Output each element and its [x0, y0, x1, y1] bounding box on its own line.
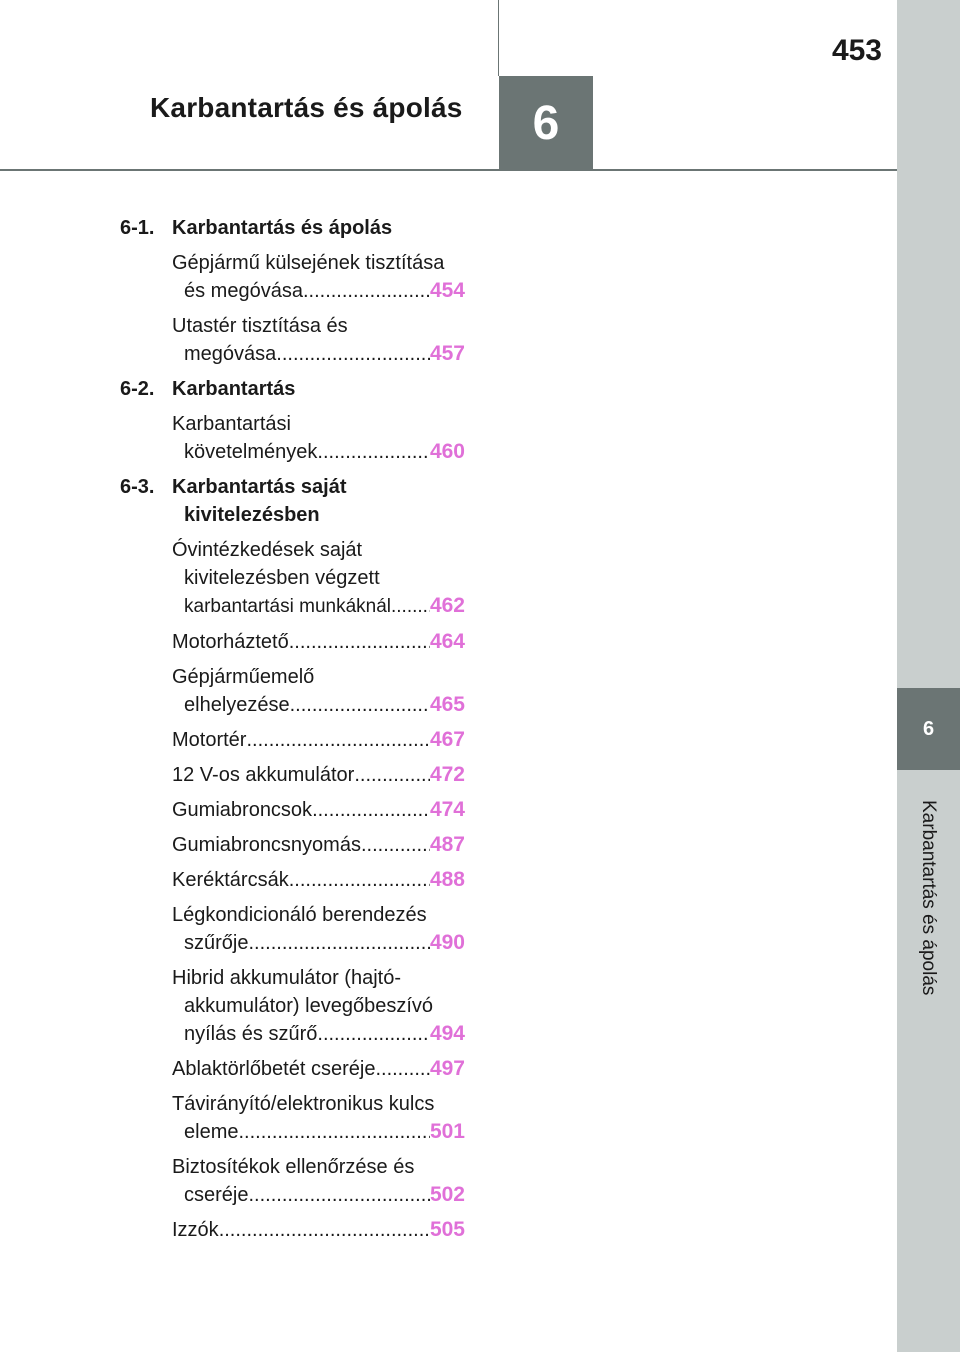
- toc-entry[interactable]: [172, 761, 465, 789]
- page-link[interactable]: 501: [429, 1120, 465, 1143]
- side-chapter-label: Karbantartás és ápolás: [918, 799, 939, 996]
- entry-text: Motortér: [172, 729, 247, 751]
- page-link[interactable]: 487: [429, 833, 465, 856]
- section-number: 6-3.: [120, 476, 155, 498]
- toc-entry[interactable]: [172, 796, 465, 824]
- dot-leader: [276, 340, 430, 368]
- dot-leader: [289, 628, 430, 656]
- dot-leader: [375, 1055, 430, 1083]
- entry-text-line: akkumulátor) levegőbeszívó: [184, 995, 434, 1017]
- page-link[interactable]: 497: [429, 1057, 465, 1080]
- page-link[interactable]: 457: [429, 342, 465, 365]
- entry-text-line: Légkondicionáló berendezés: [172, 904, 427, 926]
- section-title: Karbantartás és ápolás: [172, 217, 393, 239]
- page-link[interactable]: 462: [429, 594, 465, 617]
- dot-leader: [391, 593, 430, 621]
- header-divider-vertical: [498, 0, 499, 76]
- page-link[interactable]: 474: [429, 798, 465, 821]
- toc-entry[interactable]: [172, 726, 465, 754]
- toc-entry[interactable]: [172, 1216, 465, 1244]
- section-number: 6-2.: [120, 378, 155, 400]
- page-link[interactable]: 472: [429, 763, 465, 786]
- dot-leader: [312, 796, 430, 824]
- entry-text: nyílás és szűrő: [184, 1023, 318, 1045]
- entry-text: eleme: [184, 1121, 239, 1143]
- toc-entry[interactable]: [172, 1055, 465, 1083]
- entry-text-line: Távirányító/elektronikus kulcs: [172, 1093, 435, 1115]
- toc-entry[interactable]: [172, 901, 465, 957]
- entry-text: megóvása: [184, 343, 277, 365]
- section-title: Karbantartás saját kivitelezésben: [172, 476, 347, 526]
- entry-text: Izzók: [172, 1219, 219, 1241]
- entry-text: és megóvása: [184, 280, 303, 302]
- entry-text: cseréje: [184, 1184, 249, 1206]
- toc-entry[interactable]: [172, 312, 465, 368]
- section-title: Karbantartás: [172, 378, 296, 400]
- dot-leader: [238, 1118, 429, 1146]
- toc-entry[interactable]: [172, 663, 465, 719]
- toc-entry[interactable]: [172, 536, 465, 621]
- entry-text-line: Gépjármű külsejének tisztítása: [172, 252, 445, 274]
- page-link[interactable]: 467: [429, 728, 465, 751]
- entry-text-line: kivitelezésben végzett: [184, 567, 380, 589]
- dot-leader: [354, 761, 430, 789]
- toc-entry[interactable]: [172, 866, 465, 894]
- toc-entry[interactable]: [172, 831, 465, 859]
- chapter-title: Karbantartás és ápolás: [150, 92, 463, 123]
- entry-text-line: Óvintézkedések saját: [172, 539, 363, 561]
- dot-leader: [290, 691, 430, 719]
- table-of-contents: [120, 214, 465, 1251]
- toc-entry[interactable]: [172, 249, 465, 305]
- side-chapter-tab[interactable]: [897, 688, 960, 770]
- entry-text: elhelyezése: [184, 694, 290, 716]
- page-link[interactable]: 464: [429, 630, 465, 653]
- page-link[interactable]: 454: [429, 279, 465, 302]
- dot-leader: [246, 726, 429, 754]
- page-link[interactable]: 488: [429, 868, 465, 891]
- entry-text: Keréktárcsák: [172, 869, 289, 891]
- page-link[interactable]: 505: [429, 1218, 465, 1241]
- toc-entry[interactable]: [172, 1090, 465, 1146]
- dot-leader: [219, 1216, 430, 1244]
- chapter-number-box: 6: [499, 76, 593, 170]
- entry-text: 12 V-os akkumulátor: [172, 764, 355, 786]
- entry-text-line: Karbantartási: [172, 413, 291, 435]
- dot-leader: [317, 438, 430, 466]
- entry-text-line: Biztosítékok ellenőrzése és: [172, 1156, 415, 1178]
- entry-text: karbantartási munkáknál: [184, 596, 391, 617]
- page-number: 453: [831, 34, 882, 67]
- entry-text: Motorháztető: [172, 631, 289, 653]
- dot-leader: [248, 929, 429, 957]
- toc-entry[interactable]: [172, 410, 465, 466]
- toc-section-6-3: [120, 473, 465, 529]
- toc-entry[interactable]: [172, 964, 465, 1048]
- page-link[interactable]: 465: [429, 693, 465, 716]
- entry-text: Gumiabroncsok: [172, 799, 313, 821]
- entry-text: szűrője: [184, 932, 249, 954]
- page-link[interactable]: 494: [429, 1022, 465, 1045]
- entry-text: Ablaktörlőbetét cseréje: [172, 1058, 376, 1080]
- side-chapter-number: 6: [922, 717, 935, 740]
- dot-leader: [248, 1181, 429, 1209]
- header-divider-horizontal: [0, 169, 897, 171]
- entry-text: Gumiabroncsnyomás: [172, 834, 361, 856]
- dot-leader: [317, 1020, 430, 1048]
- toc-section-6-2: [120, 375, 465, 403]
- side-strip: [897, 0, 960, 1352]
- section-number: 6-1.: [120, 217, 155, 239]
- toc-section-6-1: [120, 214, 465, 242]
- dot-leader: [303, 277, 430, 305]
- dot-leader: [361, 831, 430, 859]
- entry-text-line: Utastér tisztítása és: [172, 315, 348, 337]
- entry-text-line: Hibrid akkumulátor (hajtó-: [172, 967, 401, 989]
- page-link[interactable]: 490: [429, 931, 465, 954]
- toc-entry[interactable]: [172, 1153, 465, 1209]
- page-link[interactable]: 502: [429, 1183, 465, 1206]
- page-link[interactable]: 460: [429, 440, 465, 463]
- toc-entry[interactable]: [172, 628, 465, 656]
- entry-text: követelmények: [184, 441, 318, 463]
- dot-leader: [289, 866, 430, 894]
- entry-text-line: Gépjárműemelő: [172, 666, 315, 688]
